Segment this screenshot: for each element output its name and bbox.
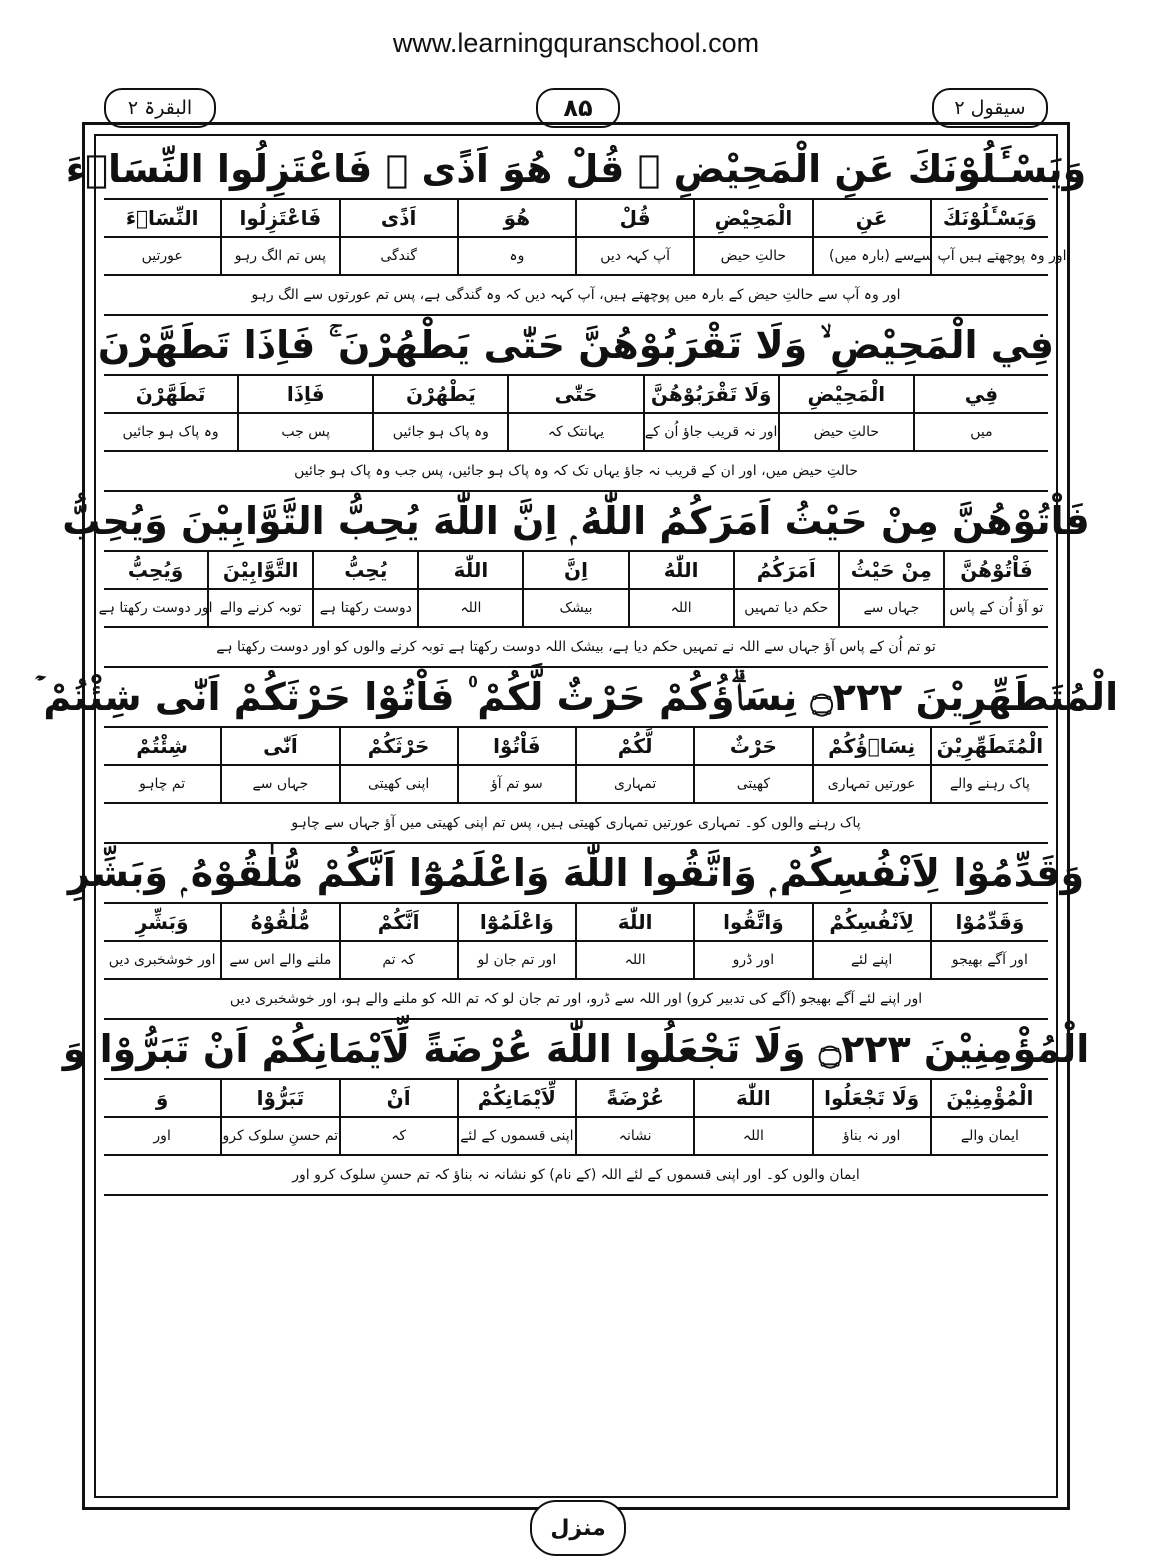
arabic-word: اللّٰهَ [695, 1080, 811, 1118]
urdu-word-meaning: بیشک [559, 600, 593, 616]
urdu-translation-line: اور اپنے لئے آگے بھیجو (آگے کی تدبیر کرو) اور اللہ سے ڈرو، اور تم جان لو کہ تم اللہ کو ملنے والے ہو، اور خوشخبری دیں [104, 978, 1048, 1020]
word-column [457, 904, 575, 978]
urdu-word-meaning: یہانتک کہ [547, 424, 605, 440]
urdu-word-meaning: اور وہ پوچھتے ہیں آپ سے [913, 248, 1067, 264]
word-column [339, 1080, 457, 1154]
urdu-word-meaning: میں [970, 424, 993, 440]
urdu-word-meaning: جہاں سے [863, 600, 920, 616]
arabic-word: اللّٰهُ [630, 552, 733, 590]
word-by-word-table [98, 550, 1048, 626]
arabic-word: وَيُحِبُّ [104, 552, 207, 590]
word-column [98, 552, 213, 626]
verse-section [97, 316, 1055, 492]
word-column [812, 1080, 930, 1154]
urdu-word-meaning: گندگی [380, 248, 417, 264]
urdu-word-meaning: پس تم الگ رہو [234, 248, 326, 264]
urdu-word-meaning: نشانہ [618, 1128, 652, 1144]
urdu-word-meaning: وہ پاک ہو جائیں [392, 424, 489, 440]
arabic-word: وَيَسْـَٔلُوْنَكَ [932, 200, 1048, 238]
word-column [733, 552, 838, 626]
arabic-verse-line: فِي الْمَحِيْضِ ۙ وَلَا تَقْرَبُوْهُنَّ حَتّٰى يَطْهُرْنَ ۚ فَاِذَا تَطَهَّرْنَ [97, 322, 1055, 367]
arabic-word: الْمُتَطَهِّرِيْنَ [932, 728, 1048, 766]
urdu-word-meaning: عورتیں [141, 248, 183, 264]
arabic-word: وَبَشِّرِ [104, 904, 220, 942]
word-column [312, 552, 417, 626]
arabic-verse-line: فَاْتُوْهُنَّ مِنْ حَيْثُ اَمَرَكُمُ اللّٰهُ ۭ اِنَّ اللّٰهَ يُحِبُّ التَّوَّابِيْنَ وَيُحِبُّ [62, 498, 1090, 543]
arabic-word: مُّلٰقُوْهُ [222, 904, 338, 942]
page-footer [0, 1500, 1152, 1554]
word-column [220, 904, 338, 978]
word-column [417, 552, 522, 626]
arabic-word: هُوَ [459, 200, 575, 238]
surah-name: البقرۃ ۲ [104, 88, 216, 128]
arabic-word: حَرْثٌ [695, 728, 811, 766]
word-column [339, 200, 457, 274]
urdu-word-meaning: اور تم جان لو [477, 952, 557, 968]
arabic-word: لِّاَيْمَانِكُمْ [459, 1080, 575, 1118]
urdu-word-meaning: اور دوست رکھتا ہے [98, 600, 213, 616]
word-column [575, 1080, 693, 1154]
urdu-word-meaning: کہ تم [382, 952, 415, 968]
arabic-word: وَلَا تَجْعَلُوا [814, 1080, 930, 1118]
urdu-word-meaning: حکم دیا تمہیں [744, 600, 829, 616]
word-column [838, 552, 943, 626]
arabic-word: نِسَاۗؤُكُمْ [814, 728, 930, 766]
arabic-word: يَطْهُرْنَ [374, 376, 507, 414]
arabic-word: اَنّٰى [222, 728, 338, 766]
arabic-word: عَنِ [814, 200, 930, 238]
urdu-word-meaning: توبہ کرنے والے [219, 600, 302, 616]
arabic-word: فَاعْتَزِلُوا [222, 200, 338, 238]
urdu-word-meaning: کہ [391, 1128, 407, 1144]
urdu-word-meaning: حالتِ حیض [720, 248, 787, 264]
arabic-verse-line: وَقَدِّمُوْا لِاَنْفُسِكُمْ ۭ وَاتَّقُوا اللّٰهَ وَاعْلَمُوْٓا اَنَّكُمْ مُّلٰقُوْهُ ۭ وَبَشِّرِ [67, 850, 1085, 895]
arabic-word: وَقَدِّمُوْا [932, 904, 1048, 942]
arabic-word: فَاْتُوْهُنَّ [945, 552, 1048, 590]
urdu-word-meaning: پاک رہنے والے [949, 776, 1030, 792]
verse-section [62, 492, 1090, 668]
urdu-word-meaning: عورتیں تمہاری [827, 776, 916, 792]
arabic-verse-line: وَيَسْـَٔلُوْنَكَ عَنِ الْمَحِيْضِ ۭ قُلْ هُوَ اَذًى ۙ فَاعْتَزِلُوا النِّسَاۗءَ [65, 147, 1087, 191]
manzil-label: منزل [530, 1500, 626, 1556]
arabic-word: التَّوَّابِيْنَ [209, 552, 312, 590]
arabic-word: عُرْضَةً [577, 1080, 693, 1118]
word-by-word-table [104, 1078, 1048, 1154]
word-column [778, 376, 913, 450]
urdu-word-meaning: تو آؤ اُن کے پاس [949, 600, 1044, 616]
verses-content [33, 140, 1119, 1196]
word-column [207, 552, 312, 626]
page-number: ۸۵ [536, 88, 620, 128]
word-column [575, 728, 693, 802]
arabic-word: فِي [915, 376, 1048, 414]
word-column [913, 376, 1048, 450]
word-column [575, 200, 693, 274]
word-column [522, 552, 627, 626]
urdu-word-meaning: دوست رکھتا ہے [319, 600, 412, 616]
word-column [930, 1080, 1048, 1154]
urdu-word-meaning: اور خوشخبری دیں [108, 952, 216, 968]
word-column [220, 1080, 338, 1154]
urdu-word-meaning: اور [153, 1128, 171, 1144]
word-column [930, 904, 1048, 978]
arabic-word: اِنَّ [524, 552, 627, 590]
word-column [812, 904, 930, 978]
urdu-translation-line: تو تم اُن کے پاس آؤ جہاں سے اللہ نے تمہیں حکم دیا ہے، بیشک اللہ دوست رکھتا ہے توبہ کرنے والوں کو اور دوست رکھتا ہے [104, 626, 1048, 668]
word-column [220, 728, 338, 802]
urdu-translation-line: پاک رہنے والوں کو۔ تمہاری عورتیں تمہاری کھیتی ہیں، پس تم اپنی کھیتی میں آؤ جہاں سے چاہو [104, 802, 1048, 844]
arabic-word: شِئْتُمْ [104, 728, 220, 766]
arabic-word: حَتّٰى [509, 376, 642, 414]
urdu-word-meaning: وہ پاک ہو جائیں [122, 424, 219, 440]
word-column [507, 376, 642, 450]
verse-section [65, 140, 1087, 316]
word-column [339, 728, 457, 802]
arabic-word: وَاعْلَمُوْٓا [459, 904, 575, 942]
arabic-word: الْمَحِيْضِ [695, 200, 811, 238]
word-column [104, 200, 220, 274]
arabic-word: وَلَا تَقْرَبُوْهُنَّ [645, 376, 778, 414]
urdu-word-meaning: تمہاری [614, 776, 657, 792]
arabic-word: النِّسَاۗءَ [104, 200, 220, 238]
urdu-word-meaning: وہ [509, 248, 525, 264]
word-column [643, 376, 778, 450]
word-column [628, 552, 733, 626]
word-column [372, 376, 507, 450]
urdu-word-meaning: اللہ [624, 952, 646, 968]
urdu-word-meaning: حالتِ حیض [813, 424, 879, 440]
arabic-word: يُحِبُّ [314, 552, 417, 590]
site-url[interactable]: www.learningquranschool.com [392, 28, 760, 58]
arabic-word: حَرْثَكُمْ [341, 728, 457, 766]
arabic-word: تَطَهَّرْنَ [104, 376, 237, 414]
word-column [693, 200, 811, 274]
word-by-word-table [104, 374, 1048, 450]
word-column [812, 200, 930, 274]
verse-section [67, 844, 1085, 1020]
verse-section [33, 668, 1119, 844]
arabic-word: اَنْ [341, 1080, 457, 1118]
word-column [237, 376, 372, 450]
arabic-word: اَنَّكُمْ [341, 904, 457, 942]
arabic-word: فَاْتُوْا [459, 728, 575, 766]
word-column [104, 728, 220, 802]
word-column [104, 904, 220, 978]
arabic-word: وَ [104, 1080, 220, 1118]
arabic-word: فَاِذَا [239, 376, 372, 414]
urdu-translation-line: ایمان والوں کو۔ اور اپنی قسموں کے لئے اللہ (کے نام) کو نشانہ نہ بناؤ کہ تم حسنِ سلوک کرو اور [104, 1154, 1048, 1196]
urdu-word-meaning: ملنے والے اس سے [229, 952, 332, 968]
urdu-word-meaning: اپنے لئے [850, 952, 893, 968]
word-column [457, 1080, 575, 1154]
arabic-word: لَّكُمْ [577, 728, 693, 766]
arabic-word: لِاَنْفُسِكُمْ [814, 904, 930, 942]
urdu-word-meaning: اللہ [742, 1128, 764, 1144]
word-column [930, 728, 1048, 802]
word-column [220, 200, 338, 274]
urdu-word-meaning: اللہ [460, 600, 482, 616]
urdu-word-meaning: اور نہ قریب جاؤ اُن کے [644, 424, 778, 440]
urdu-word-meaning: اپنی قسموں کے لئے [460, 1128, 574, 1144]
word-column [913, 200, 1067, 274]
word-column [693, 1080, 811, 1154]
word-by-word-table [104, 902, 1048, 978]
urdu-word-meaning: سو تم آؤ [491, 776, 543, 792]
word-column [693, 904, 811, 978]
arabic-word: اَذًى [341, 200, 457, 238]
arabic-word: تَبَرُّوْا [222, 1080, 338, 1118]
word-by-word-table [104, 726, 1048, 802]
arabic-word: قُلْ [577, 200, 693, 238]
arabic-verse-line: الْمُتَطَهِّرِيْنَ ۝۲۲۲ نِسَاۗؤُكُمْ حَرْثٌ لَّكُمْ ۠ فَاْتُوْا حَرْثَكُمْ اَنّٰى شِئْتُمْ ۡ [33, 674, 1119, 719]
arabic-verse-line: الْمُؤْمِنِيْنَ ۝۲۲۳ وَلَا تَجْعَلُوا اللّٰهَ عُرْضَةً لِّاَيْمَانِكُمْ اَنْ تَبَرُّوْا وَ [62, 1027, 1090, 1071]
word-column [457, 200, 575, 274]
arabic-word: اللّٰهَ [419, 552, 522, 590]
urdu-word-meaning: سے (بارہ میں) [829, 248, 915, 264]
urdu-word-meaning: اور ڈرو [732, 952, 775, 968]
word-column [693, 728, 811, 802]
arabic-word: وَاتَّقُوا [695, 904, 811, 942]
arabic-word: اَمَرَكُمُ [735, 552, 838, 590]
urdu-word-meaning: اپنی کھیتی [367, 776, 430, 792]
word-by-word-table [104, 198, 1067, 274]
urdu-word-meaning: کھیتی [736, 776, 770, 792]
urdu-translation-line: اور وہ آپ سے حالتِ حیض کے بارہ میں پوچھتے ہیں، آپ کہہ دیں کہ وہ گندگی ہے، پس تم عورتوں سے الگ رہو [104, 274, 1048, 316]
urdu-word-meaning: پس جب [281, 424, 331, 440]
urdu-word-meaning: آپ کہہ دیں [600, 248, 671, 264]
word-column [457, 728, 575, 802]
word-column [575, 904, 693, 978]
verse-section [62, 1020, 1090, 1196]
urdu-word-meaning: اور نہ بناؤ [842, 1128, 901, 1144]
urdu-word-meaning: اور آگے بھیجو [951, 952, 1028, 968]
urdu-word-meaning: تم حسنِ سلوک کرو [222, 1128, 339, 1144]
arabic-word: الْمُؤْمِنِيْنَ [932, 1080, 1048, 1118]
word-column [104, 1080, 220, 1154]
arabic-word: اللّٰهَ [577, 904, 693, 942]
urdu-word-meaning: جہاں سے [252, 776, 309, 792]
word-column [339, 904, 457, 978]
arabic-word: مِنْ حَيْثُ [840, 552, 943, 590]
word-column [812, 728, 930, 802]
word-column [943, 552, 1048, 626]
urdu-word-meaning: ایمان والے [960, 1128, 1019, 1144]
urdu-translation-line: حالتِ حیض میں، اور ان کے قریب نہ جاؤ یہاں تک کہ وہ پاک ہو جائیں، پس جب وہ پاک ہو جائیں [104, 450, 1048, 492]
urdu-word-meaning: اللہ [670, 600, 692, 616]
urdu-word-meaning: تم چاہو [139, 776, 186, 792]
word-column [104, 376, 237, 450]
arabic-word: الْمَحِيْضِ [780, 376, 913, 414]
para-name: سیقول ۲ [932, 88, 1048, 128]
